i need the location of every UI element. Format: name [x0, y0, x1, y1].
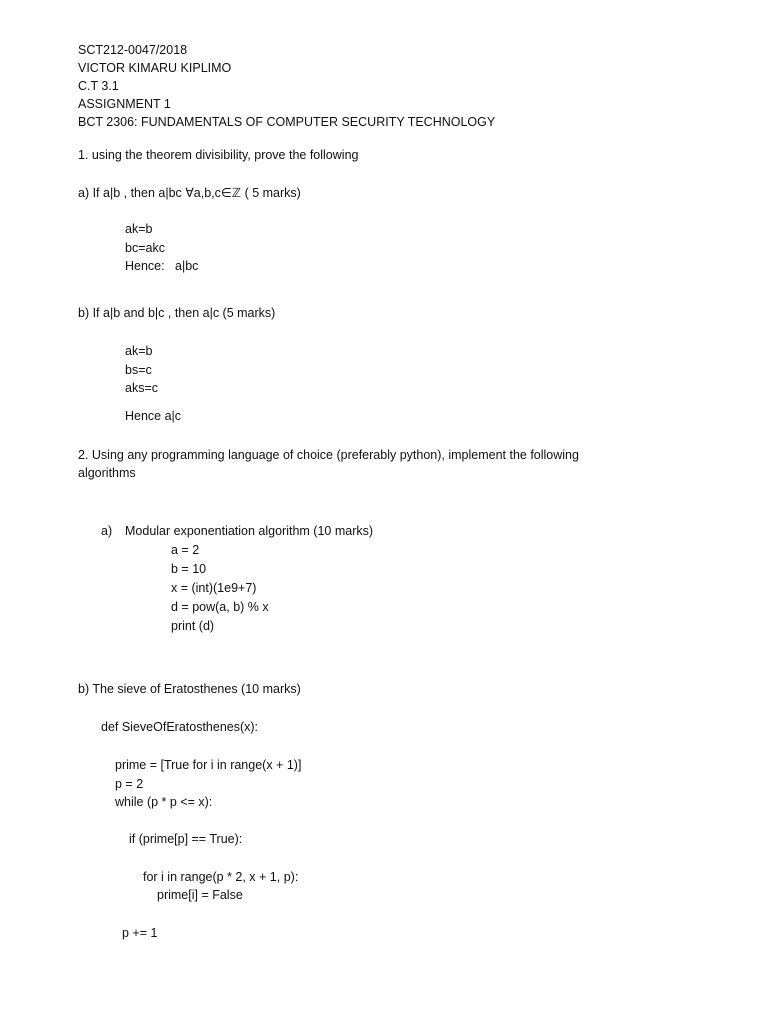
q2b-code-line: p = 2: [115, 777, 144, 791]
course-title: BCT 2306: FUNDAMENTALS OF COMPUTER SECURITY TECHNOLOGY: [78, 115, 496, 129]
q1a-line: bc=akc: [125, 241, 165, 255]
q2a-title: Modular exponentiation algorithm (10 marks): [125, 524, 374, 538]
q2b-code-line: prime[i] = False: [157, 888, 243, 902]
q2a-marker: a): [101, 524, 113, 538]
q2a-code-line: print (d): [171, 619, 215, 633]
q2a-code-line: b = 10: [171, 562, 207, 576]
q1b-statement: b) If a|b and b|c , then a|c (5 marks): [78, 306, 276, 320]
q1b-line: aks=c: [125, 381, 159, 395]
q2b-code-line: while (p * p <= x):: [115, 795, 213, 809]
q1b-line: bs=c: [125, 363, 152, 377]
q2b-code-line: for i in range(p * 2, x + 1, p):: [143, 870, 299, 884]
q2-prompt-continued: algorithms: [78, 466, 136, 480]
q1b-line: Hence a|c: [125, 409, 182, 423]
class-code: C.T 3.1: [78, 79, 119, 93]
q1a-line: ak=b: [125, 222, 153, 236]
q2a-code-line: x = (int)(1e9+7): [171, 581, 257, 595]
q2b-code-line: p += 1: [122, 926, 158, 940]
q2b-code-line: def SieveOfEratosthenes(x):: [101, 720, 259, 734]
q2-prompt: 2. Using any programming language of choice (preferably python), implement the following: [78, 448, 579, 462]
q2b-code-line: prime = [True for i in range(x + 1)]: [115, 758, 302, 772]
q1-prompt: 1. using the theorem divisibility, prove the following: [78, 148, 359, 162]
q1a-line: Hence: a|bc: [125, 259, 199, 273]
q2a-code-line: a = 2: [171, 543, 200, 557]
student-name: VICTOR KIMARU KIPLIMO: [78, 61, 232, 75]
assignment-title: ASSIGNMENT 1: [78, 97, 171, 111]
q2a-code-line: d = pow(a, b) % x: [171, 600, 269, 614]
q1a-statement: a) If a|b , then a|bc ∀a,b,c∈ℤ ( 5 marks): [78, 186, 301, 200]
q1b-line: ak=b: [125, 344, 153, 358]
q2b-code-line: if (prime[p] == True):: [129, 832, 243, 846]
q2b-title: b) The sieve of Eratosthenes (10 marks): [78, 682, 301, 696]
student-id: SCT212-0047/2018: [78, 43, 188, 57]
